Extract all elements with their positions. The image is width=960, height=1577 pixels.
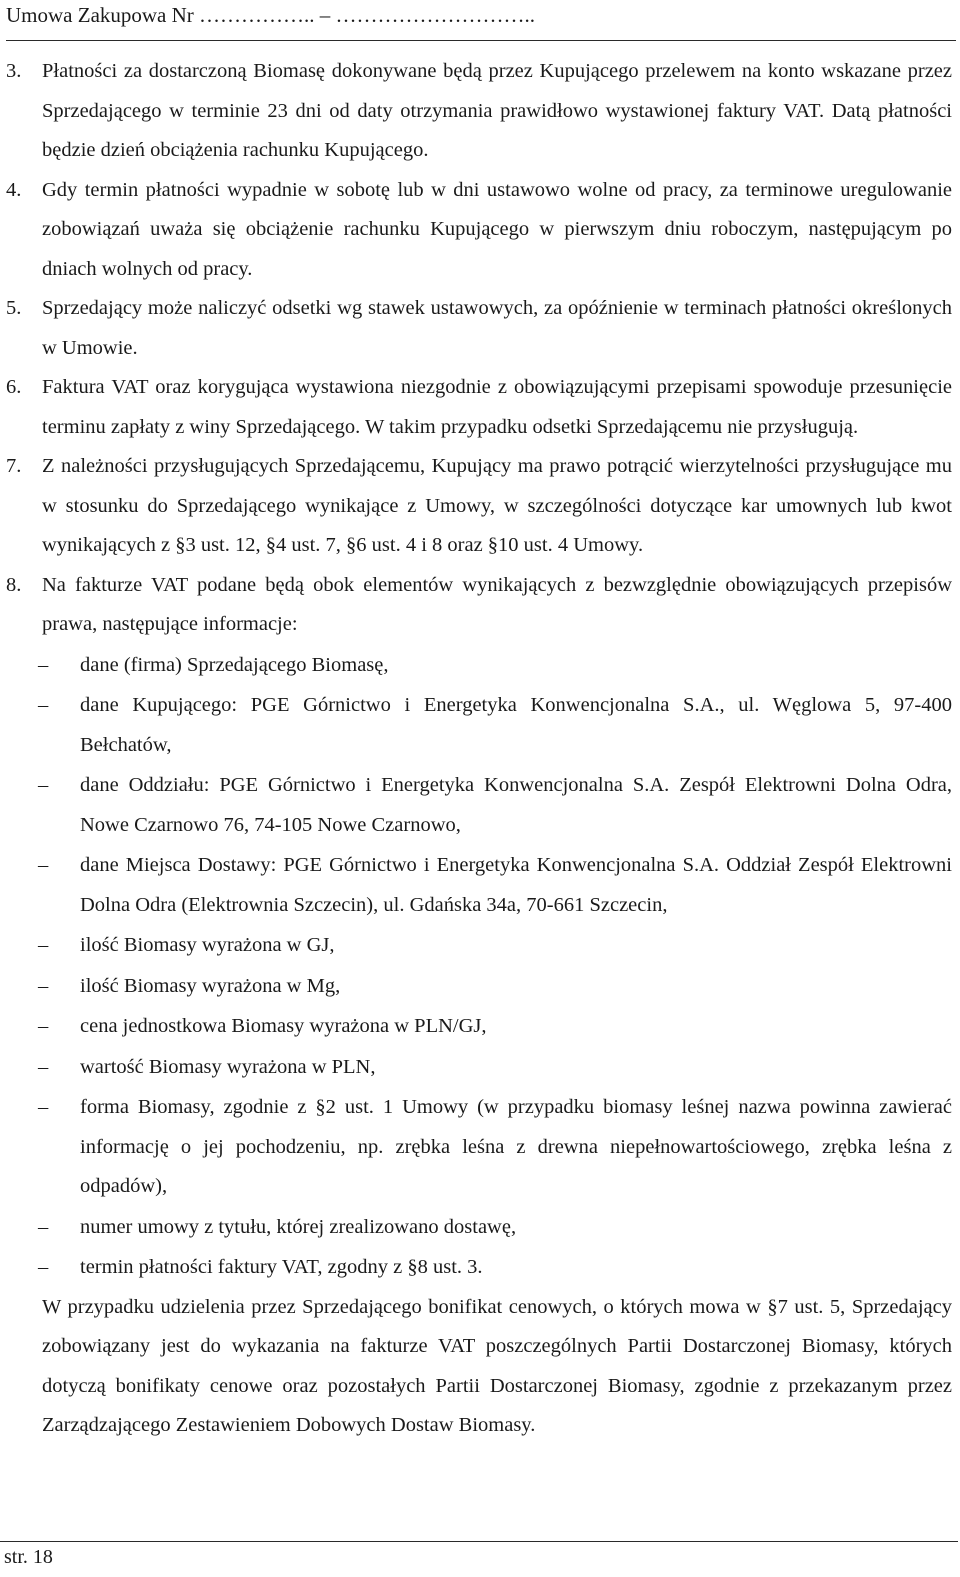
footer-divider [0,1541,958,1542]
paragraph-number: 6. [6,376,22,398]
paragraph-number: 4. [6,178,22,201]
page-number: str. 18 [4,1546,53,1568]
paragraph-number: 8. [6,573,22,596]
list-item [6,846,952,925]
document-body [6,52,952,1446]
closing-paragraph: W przypadku udzielenia przez Sprzedającego bonifikat cenowych, o których mowa w §7 ust. 5, Sprzedający zobowiązany jest do wykazania na fakturze VAT poszczególnych Partii Dostarczonej Biomasy, których dotyczą bonifikaty cenowe oraz pozostałych Partii Dostarczonej Biomasy, zgodnie z przekazanym przez Zarządzającego Zestawieniem Dobowych Dostaw Biomasy. [42,1295,952,1436]
list-item-text: dane Oddziału: PGE Górnictwo i Energetyka Konwencjonalna S.A. Zespół Elektrowni Dolna Odra, Nowe Czarnowo 76, 74-105 Nowe Czarnowo, [80,774,952,836]
list-item-text: ilość Biomasy wyrażona w Mg, [80,974,341,997]
dash-bullet: – [38,1215,49,1238]
dash-bullet: – [38,1015,49,1037]
list-item [6,1248,952,1288]
paragraph-text: Gdy termin płatności wypadnie w sobotę lub w dni ustawowo wolne od pracy, za terminowe uregulowanie zobowiązań uważa się obciążenie rachunku Kupującego w pierwszym dniu roboczym, następującym po dniach wolnych od pracy. [42,178,952,280]
list-item-text: dane Miejsca Dostawy: PGE Górnictwo i Energetyka Konwencjonalna S.A. Oddział Zespół Elektrowni Dolna Odra (Elektrownia Szczecin), ul. Gdańska 34a, 70-661 Szczecin, [80,854,952,916]
list-item [6,1048,952,1088]
list-item [6,766,952,845]
dash-bullet: – [38,854,49,876]
list-item-text: forma Biomasy, zgodnie z §2 ust. 1 Umowy (w przypadku biomasy leśnej nazwa powinna zawierać informację o jej pochodzeniu, np. zrębka leśna z drewna niepełnowartościowego, zrębka leśna z odpadów), [80,1096,952,1197]
list-item-text: termin płatności faktury VAT, zgodny z §8 ust. 3. [80,1256,483,1278]
list-item [6,967,952,1007]
paragraph-text: Na fakturze VAT podane będą obok elementów wynikających z bezwzględnie obowiązujących przepisów prawa, następujące informacje: [42,573,952,635]
dash-bullet: – [38,1055,49,1078]
list-item [6,926,952,966]
paragraph-text: Z należności przysługujących Sprzedającemu, Kupujący ma prawo potrącić wierzytelności przysługujące mu w stosunku do Sprzedającego wynikające z Umowy, w szczególności dotyczące kar umownych lub kwot wynikających z §3 ust. 12, §4 ust. 7, §6 ust. 4 i 8 oraz §10 ust. 4 Umowy. [42,455,952,556]
dash-bullet: – [38,653,49,676]
dash-bullet: – [38,974,49,997]
paragraph-number: 7. [6,455,22,477]
list-item [6,1007,952,1047]
dash-bullet: – [38,934,49,956]
paragraph-text: Faktura VAT oraz korygująca wystawiona niezgodnie z obowiązującymi przepisami spowoduje przesunięcie terminu zapłaty z winy Sprzedającego. W takim przypadku odsetki Sprzedającemu nie przysługują. [42,376,952,438]
list-item-text: dane Kupującego: PGE Górnictwo i Energetyka Konwencjonalna S.A., ul. Węglowa 5, 97-400 Bełchatów, [80,694,952,756]
list-item [6,646,952,686]
paragraph-number: 3. [6,60,22,82]
paragraph-5 [6,289,952,368]
paragraph-text: Sprzedający może naliczyć odsetki wg stawek ustawowych, za opóźnienie w terminach płatności określonych w Umowie. [42,297,952,359]
paragraph-text: Płatności za dostarczoną Biomasę dokonywane będą przez Kupującego przelewem na konto wskazane przez Sprzedającego w terminie 23 dni od daty otrzymania prawidłowo wystawionej faktury VAT. Datą płatności będzie dzień obciążenia rachunku Kupującego. [42,60,952,161]
list-item [6,1088,952,1207]
dash-bullet: – [38,774,49,796]
list-item-text: numer umowy z tytułu, której zrealizowano dostawę, [80,1215,517,1238]
list-item-text: cena jednostkowa Biomasy wyrażona w PLN/GJ, [80,1015,487,1037]
paragraph-3 [6,52,952,171]
paragraph-6 [6,368,952,447]
paragraph-7 [6,447,952,566]
list-item-text: wartość Biomasy wyrażona w PLN, [80,1055,376,1078]
dash-bullet: – [38,694,49,716]
page-header: Umowa Zakupowa Nr …………….. – ……………………….. [6,3,536,27]
dash-bullet: – [38,1256,49,1278]
paragraph-number: 5. [6,297,22,319]
paragraph-4 [6,171,952,290]
list-item [6,1208,952,1248]
paragraph-8 [6,566,952,645]
dash-bullet: – [38,1096,49,1118]
list-item-text: dane (firma) Sprzedającego Biomasę, [80,653,389,676]
header-divider [6,40,956,41]
list-item [6,686,952,765]
list-item-text: ilość Biomasy wyrażona w GJ, [80,934,335,956]
